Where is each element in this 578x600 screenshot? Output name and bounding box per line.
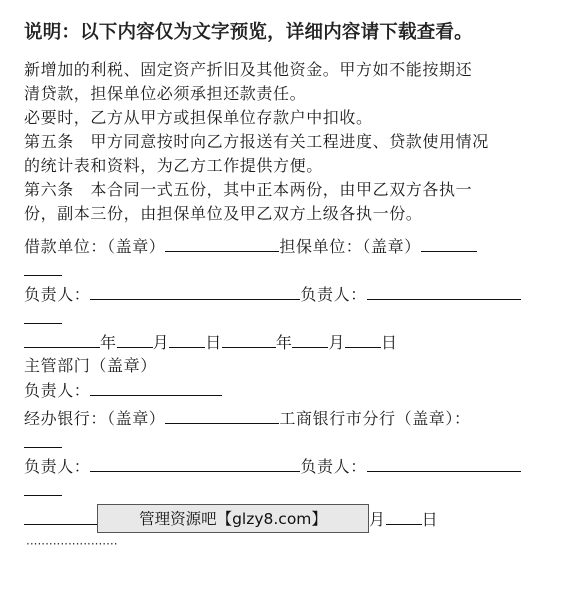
supervisor-person-line	[24, 378, 558, 402]
borrower-blank	[165, 234, 279, 252]
day-label: 日	[421, 510, 439, 529]
continuation-line	[24, 430, 558, 454]
date-line	[24, 330, 558, 354]
guarantor-label: 担保单位：（盖章）	[279, 237, 421, 256]
continuation-line	[24, 258, 558, 282]
day-blank	[386, 507, 422, 525]
text-line: 新增加的利税、固定资产折旧及其他资金。甲方如不能按期还	[24, 60, 473, 79]
person-label: 负责人：	[300, 285, 367, 304]
continuation-line	[24, 306, 558, 330]
text-line: 第五条 甲方同意按时向乙方报送有关工程进度、贷款使用情况	[24, 132, 489, 151]
person-label: 负责人：	[24, 457, 91, 476]
icbc-branch-label: 工商银行市分行（盖章）：	[279, 409, 471, 428]
person-blank	[90, 454, 300, 472]
day-blank	[345, 330, 381, 348]
person-label: 负责人：	[300, 457, 367, 476]
signature-line-units	[24, 234, 558, 258]
month-label: 月	[152, 333, 170, 352]
handling-bank-blank	[165, 406, 279, 424]
day-blank	[169, 330, 205, 348]
preview-notice: 说明：以下内容仅为文字预览，详细内容请下载查看。	[24, 22, 473, 43]
bank-blank-cont	[24, 430, 62, 448]
year-blank	[222, 330, 276, 348]
text-line: 第六条 本合同一式五份，其中正本两份，由甲乙双方各执一	[24, 180, 473, 199]
bank-line	[24, 406, 558, 430]
text-line: 必要时，乙方从甲方或担保单位存款户中扣收。	[24, 108, 373, 127]
guarantor-blank-cont	[24, 258, 62, 276]
person-blank	[90, 282, 300, 300]
person-blank	[367, 454, 521, 472]
person-blank-cont	[24, 306, 62, 324]
signature-line-persons	[24, 454, 558, 478]
month-label: 月	[328, 333, 346, 352]
person-blank-cont	[24, 478, 62, 496]
guarantor-blank	[421, 234, 477, 252]
text-line: 的统计表和资料，为乙方工作提供方便。	[24, 156, 323, 175]
person-blank	[367, 282, 521, 300]
handling-bank-label: 经办银行：（盖章）	[24, 409, 166, 428]
continuation-line	[24, 478, 558, 502]
supervisor-dept: 主管部门（盖章）	[24, 356, 157, 375]
month-blank	[117, 330, 153, 348]
year-label: 年	[275, 333, 293, 352]
text-line: 清贷款，担保单位必须承担还款责任。	[24, 84, 307, 103]
watermark-banner: 管理资源吧【glzy8.com】	[97, 504, 369, 533]
day-label: 日	[381, 333, 398, 352]
day-label: 日	[205, 333, 222, 352]
month-label: 月	[369, 510, 386, 529]
borrower-label: 借款单位：（盖章）	[24, 237, 166, 256]
text-line: 份，副本三份，由担保单位及甲乙双方上级各执一份。	[24, 204, 423, 223]
person-label: 负责人：	[24, 285, 91, 304]
signature-line-persons	[24, 282, 558, 306]
year-blank	[24, 330, 100, 348]
person-label: 负责人：	[24, 381, 91, 400]
month-blank	[292, 330, 328, 348]
person-blank	[90, 378, 222, 396]
year-label: 年	[100, 333, 117, 352]
more-content-dots: ························	[26, 537, 118, 551]
